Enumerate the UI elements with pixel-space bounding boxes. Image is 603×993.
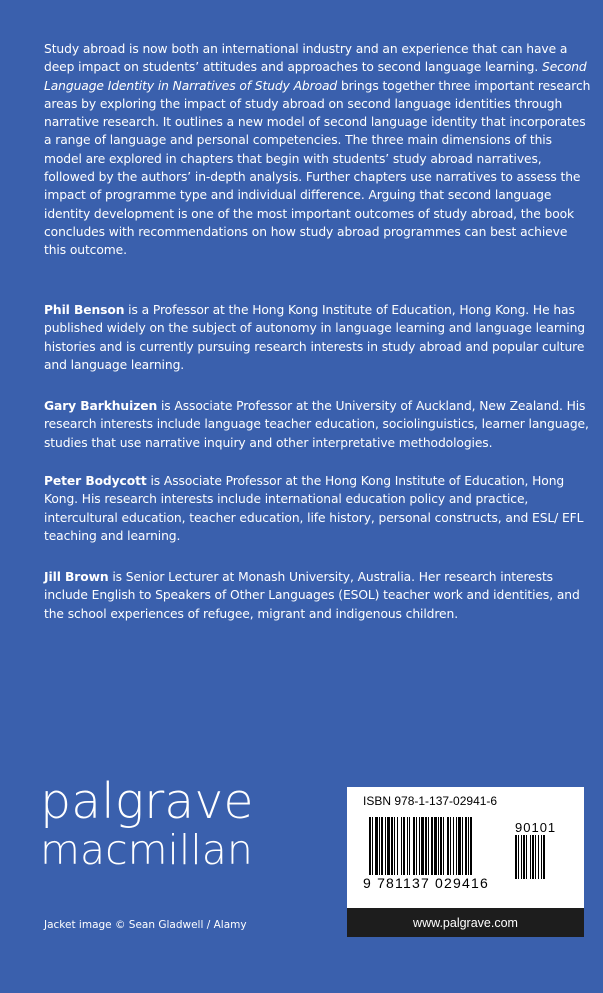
barcode-bar [381, 817, 383, 875]
barcode-bar [419, 817, 420, 875]
barcode-bar [401, 817, 402, 875]
author-name: Phil Benson [44, 303, 125, 317]
barcode-panel [347, 787, 584, 908]
barcode-bar [403, 817, 405, 875]
barcode-addon-number: 90101 [515, 820, 557, 835]
author-bio-4 [44, 568, 592, 623]
barcode-bar [465, 817, 467, 875]
author-name: Jill Brown [44, 570, 109, 584]
barcode-bar [409, 817, 410, 875]
barcode-addon-bar [521, 835, 522, 879]
barcode-bar [421, 817, 424, 875]
book-title-italic: Second Language Identity in Narratives of Study Abroad [44, 60, 587, 93]
barcode-bar [456, 817, 457, 875]
barcode-addon-bar [526, 835, 527, 879]
publisher-website[interactable]: www.palgrave.com [347, 908, 584, 937]
book-description [44, 40, 592, 260]
barcode-bar [450, 817, 451, 875]
author-description: is a Professor at the Hong Kong Institute of Education, Hong Kong. He has published widely on the subject of autonomy in language learning and language learning histories and is currently pursuing research interests in study abroad and popular culture and language learning. [44, 303, 586, 372]
barcode-bar [407, 817, 408, 875]
barcode-bar [468, 817, 469, 875]
barcode-addon-bar [515, 835, 517, 879]
jacket-image-credit: Jacket image © Sean Gladwell / Alamy [44, 919, 247, 931]
barcode-addon-bar [518, 835, 519, 879]
barcode-bar [385, 817, 386, 875]
barcode-bar [369, 817, 371, 875]
barcode-addon-bar [530, 835, 531, 879]
barcode-bar [394, 817, 395, 875]
author-bio-2 [44, 397, 592, 452]
barcode-bar [428, 817, 429, 875]
publisher-logo-line1: palgrave [40, 773, 254, 830]
description-body: brings together three important research areas by exploring the impact of study abroad on second language identities through narrative research. It outlines a new model of second language identity that incorporates a range of language and personal competencies. The three main dimensions of this model are explored in chapters that begin with students’ study abroad narratives, followed by the authors’ in-depth analysis. Further chapters use narratives to assess the impact of programme type and individual difference. Arguing that second language identity development is one of the most important outcomes of study abroad, the book concludes with recommendations on how study abroad programmes can best achieve this outcome. [44, 78, 591, 258]
barcode-addon-bar [543, 835, 545, 879]
barcode-bar [462, 817, 463, 875]
barcode-bar [470, 817, 472, 875]
barcode-bar [440, 817, 442, 875]
author-name: Peter Bodycott [44, 474, 147, 488]
author-description: is Associate Professor at the Hong Kong Institute of Education, Hong Kong. His research interests include international education policy and practice, intercultural education, teacher education, life history, personal constructs, and ESL/ EFL teaching and learning. [44, 474, 584, 543]
barcode-addon-bar [532, 835, 534, 879]
barcode-bar [387, 817, 390, 875]
barcode-bar [431, 817, 433, 875]
publisher-logo-line2: macmillan [40, 826, 253, 874]
barcode-bar [453, 817, 454, 875]
author-name: Gary Barkhuizen [44, 399, 158, 413]
barcode-bar [438, 817, 439, 875]
description-intro: Study abroad is now both an international industry and an experience that can have a deep impact on students’ attitudes and approaches to second language learning. [44, 42, 568, 75]
author-bio-1 [44, 301, 592, 374]
barcode-bar [443, 817, 444, 875]
barcode-addon-bar [538, 835, 539, 879]
barcode-bar [391, 817, 393, 875]
author-description: is Associate Professor at the University of Auckland, New Zealand. His research interests include language teacher education, sociolinguistics, learner language, studies that use narrative inquiry and other interpretative methodologies. [44, 399, 589, 450]
barcode-bar [458, 817, 461, 875]
barcode-addon-bar [541, 835, 542, 879]
barcode-bar [379, 817, 380, 875]
barcode-bar [397, 817, 398, 875]
author-bio-3 [44, 472, 592, 545]
barcode-bar [416, 817, 417, 875]
barcode-bar [413, 817, 415, 875]
author-description: is Senior Lecturer at Monash University, Australia. Her research interests include English to Speakers of Other Languages (ESOL) teacher work and identities, and the school experiences of refugee, migrant and indigenous children. [44, 570, 580, 621]
barcode-bar [425, 817, 427, 875]
barcode-ean-number: 9 781137 029416 [363, 875, 489, 891]
barcode-addon-bar [535, 835, 536, 879]
isbn-text: ISBN 978-1-137-02941-6 [363, 794, 498, 808]
barcode-bar [375, 817, 378, 875]
barcode-bar [447, 817, 449, 875]
barcode-bar [372, 817, 373, 875]
barcode-bar [434, 817, 437, 875]
barcode-addon-bar [523, 835, 525, 879]
